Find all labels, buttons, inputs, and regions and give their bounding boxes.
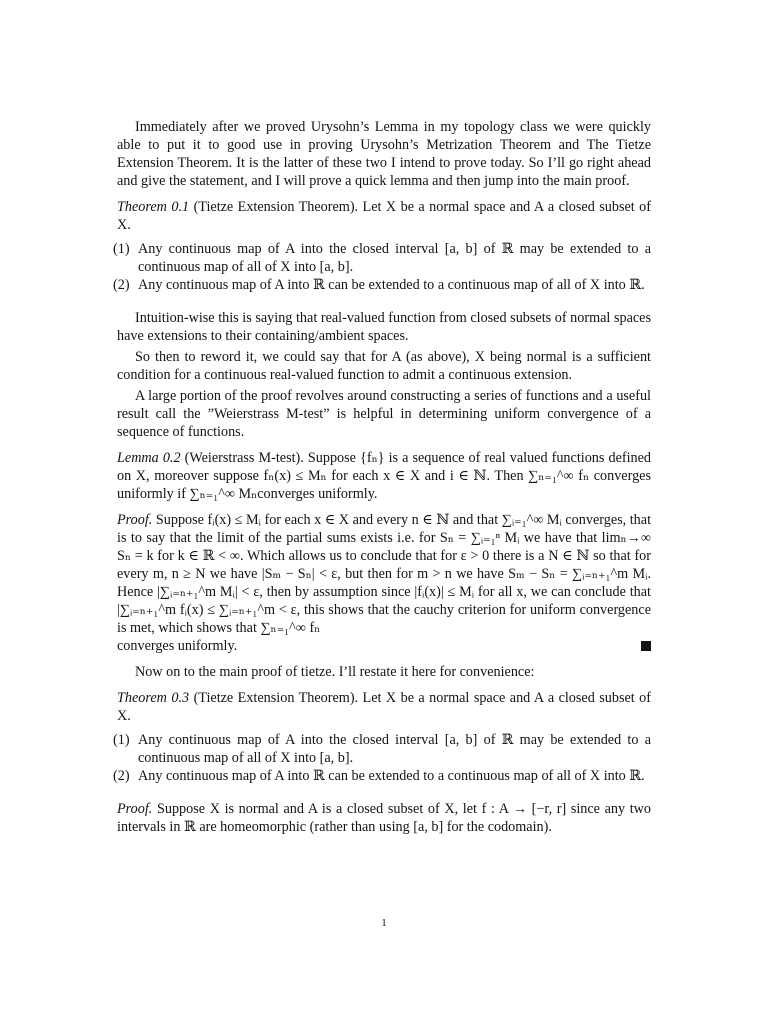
list-item: (2) Any continuous map of A into ℝ can be extended to a continuous map of all of X into ℝ. — [113, 277, 645, 293]
lemma-label: Lemma 0.2 — [117, 450, 181, 466]
page-number: 1 — [381, 917, 387, 929]
list-item: (1) Any continuous map of A into the closed interval [a, b] of ℝ may be extended to a continuous map of all of X into [a, b]. — [113, 241, 651, 275]
theorem-name: (Tietze Extension Theorem). — [193, 199, 359, 215]
proof-text: Suppose fᵢ(x) ≤ Mᵢ for each x ∈ X and every n ∈ ℕ and that ∑ᵢ₌₁^∞ Mᵢ converges, that is to say that the limit of the partial sums exists i.e. for Sₙ = ∑ᵢ₌₁ⁿ Mᵢ we have that limₙ→∞ Sₙ = k for k ∈ ℝ < ∞. Which allows us to conclude that for ε > 0 there is a N ∈ ℕ so that for every m, n ≥ N we have |Sₘ − Sₙ| < ε, but then for m > n we have Sₘ − Sₙ = ∑ᵢ₌ₙ₊₁^m Mᵢ. Hence |∑ᵢ₌ₙ₊₁^m Mᵢ| < ε, then by assumption since |fᵢ(x)| ≤ Mᵢ for all x, we can conclude that |∑ᵢ₌ₙ₊₁^m fᵢ(x) ≤ ∑ᵢ₌ₙ₊₁^m < ε, this shows that the cauchy criterion for uniform convergence is met, which shows that ∑ₙ₌₁^∞ fₙ — [117, 512, 652, 636]
intuition-paragraph: Intuition-wise this is saying that real-valued function from closed subsets of normal spaces have extensions to their containing/ambient spaces. — [117, 310, 651, 344]
qed-square-icon — [641, 641, 651, 651]
proof-last-line: converges uniformly. — [117, 638, 238, 654]
theorem-0-3-list — [113, 731, 651, 785]
proof-text: Suppose X is normal and A is a closed subset of X, let f : A → [−r, r] since any two intervals in ℝ are homeomorphic (rather than using [a, b] for the codomain). — [117, 801, 652, 835]
reword-paragraph: So then to reword it, we could say that for A (as above), X being normal is a sufficient condition for a continuous real-valued function to admit a continuous extension. — [117, 349, 651, 383]
now-paragraph: Now on to the main proof of tietze. I’ll restate it here for convenience: — [135, 664, 535, 680]
theorem-name: (Tietze Extension Theorem). — [193, 690, 359, 706]
theorem-statement: Let X be a normal space and A a closed subset of X. — [117, 199, 652, 233]
proof-label: Proof. — [117, 801, 153, 817]
theorem-label: Theorem 0.3 — [117, 690, 190, 706]
theorem-0-1 — [117, 198, 651, 234]
proof-lemma — [117, 511, 651, 637]
lemma-0-2 — [117, 449, 651, 503]
list-item: (1) Any continuous map of A into the closed interval [a, b] of ℝ may be extended to a continuous map of all of X into [a, b]. — [113, 732, 651, 766]
theorem-statement: Let X be a normal space and A a closed subset of X. — [117, 690, 652, 724]
intro-paragraph: Immediately after we proved Urysohn’s Lemma in my topology class we were quickly able to put it to good use in proving Urysohn’s Metrization Theorem and The Tietze Extension Theorem. It is the latter of these two I intend to prove today. So I’ll go right ahead and give the statement, and I will prove a quick lemma and then jump into the main proof. — [117, 119, 651, 189]
portion-paragraph: A large portion of the proof revolves around constructing a series of functions and a useful result call the ”Weierstrass M-test” is helpful in determining uniform convergence of a sequence of functions. — [117, 388, 651, 440]
document-page — [113, 118, 652, 836]
theorem-0-3 — [117, 689, 651, 725]
proof-label: Proof. — [117, 512, 153, 528]
theorem-0-1-list — [113, 240, 651, 294]
proof-main — [117, 800, 651, 836]
lemma-name: (Weierstrass M-test). — [184, 450, 304, 466]
list-item: (2) Any continuous map of A into ℝ can be extended to a continuous map of all of X into ℝ. — [113, 768, 645, 784]
theorem-label: Theorem 0.1 — [117, 199, 190, 215]
proof-end-line — [117, 637, 651, 655]
lemma-statement: Suppose {fₙ} is a sequence of real valued functions defined on X, moreover suppose fₙ(x) ≤ Mₙ for each x ∈ X and i ∈ ℕ. Then ∑ₙ₌₁^∞ fₙ converges uniformly if ∑ₙ₌₁^∞ Mₙconverges uniformly. — [117, 450, 652, 502]
